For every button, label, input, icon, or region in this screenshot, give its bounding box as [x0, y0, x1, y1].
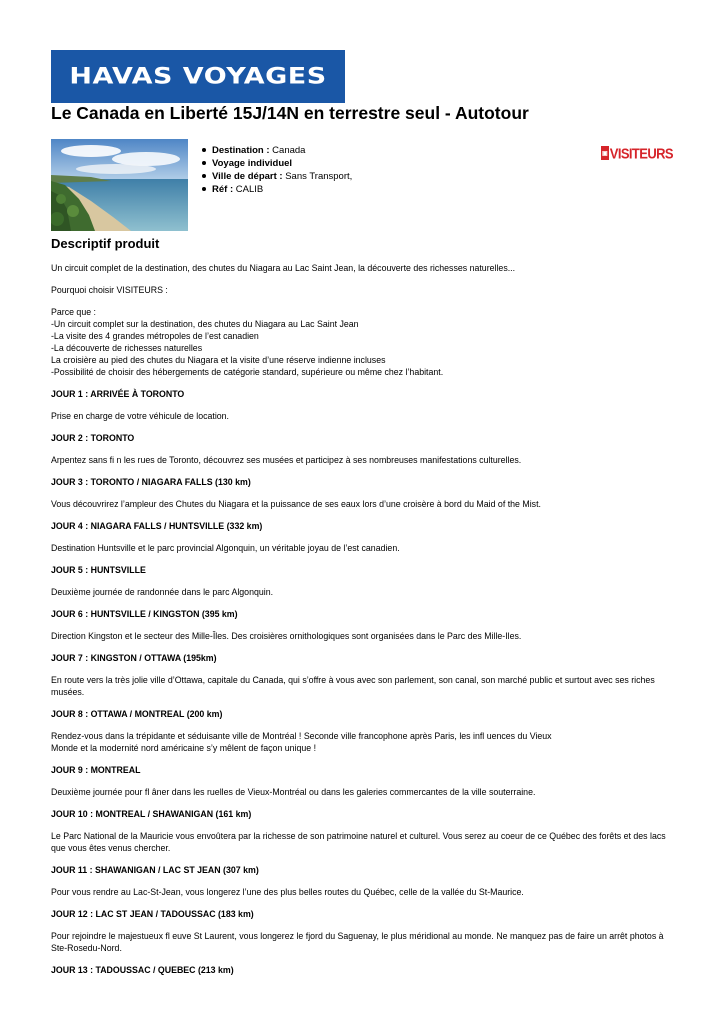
intro-text: Un circuit complet de la destination, des chutes du Niagara au Lac Saint Jean, la découverte des richesses naturelles...: [51, 263, 516, 273]
page-title: Le Canada en Liberté 15J/14N en terrestre seul - Autotour: [51, 103, 529, 123]
reasons-block: [51, 306, 675, 378]
day-description: Le Parc National de la Mauricie vous envoûtera par la richesse de son patrimoine naturel et culturel. Vous serez au coeur de ce Québec des forêts et des lacs que vous êtes venus chercher.: [51, 831, 666, 853]
day-title: JOUR 9 : MONTREAL: [51, 765, 141, 775]
why-text: Pourquoi choisir VISITEURS :: [51, 285, 168, 295]
section-title: Descriptif produit: [51, 236, 160, 251]
info-value: CALIB: [233, 184, 264, 195]
day-description-line: Rendez-vous dans la trépidante et séduisante ville de Montréal ! Seconde ville francophone après Paris, les infl uences du Vieux: [51, 731, 552, 741]
reason-line: -La découverte de richesses naturelles: [51, 343, 203, 353]
destination-photo: [51, 139, 188, 231]
day-title: JOUR 8 : OTTAWA / MONTREAL (200 km): [51, 709, 223, 719]
day-description-line: Monde et la modernité nord américaine s’y mêlent de façon unique !: [51, 743, 317, 753]
reason-line: -Possibilité de choisir des hébergements de catégorie standard, supérieure ou même chez l’habitant.: [51, 367, 444, 377]
info-label: Destination :: [212, 145, 270, 156]
reason-line: Parce que :: [51, 307, 96, 317]
visiteurs-logo-text: VISITEURS: [609, 144, 673, 162]
day-description: En route vers la très jolie ville d’Ottawa, capitale du Canada, qui s’offre à vous avec son parlement, son canal, son marché public et surtout avec ses riches musées.: [51, 675, 655, 697]
day-title: JOUR 13 : TADOUSSAC / QUEBEC (213 km): [51, 965, 234, 975]
day-title: JOUR 2 : TORONTO: [51, 433, 135, 443]
logo-text: HAVAS VOYAGES: [69, 63, 327, 90]
product-description: [51, 262, 675, 986]
day-title: JOUR 7 : KINGSTON / OTTAWA (195km): [51, 653, 217, 663]
day-title: JOUR 3 : TORONTO / NIAGARA FALLS (130 km): [51, 477, 251, 487]
day-description: Deuxième journée de randonnée dans le parc Algonquin.: [51, 587, 274, 597]
day-title: JOUR 6 : HUNTSVILLE / KINGSTON (395 km): [51, 609, 238, 619]
day-title: JOUR 10 : MONTREAL / SHAWANIGAN (161 km): [51, 809, 252, 819]
day-description: [51, 730, 675, 754]
info-destination: [202, 144, 352, 157]
day-title: JOUR 1 : ARRIVÉE À TORONTO: [51, 389, 185, 399]
reason-line: -La visite des 4 grandes métropoles de l’est canadien: [51, 331, 259, 341]
day-title: JOUR 11 : SHAWANIGAN / LAC ST JEAN (307 km): [51, 865, 259, 875]
info-value: Canada: [269, 145, 306, 156]
day-description: Arpentez sans fi n les rues de Toronto, découvrez ses musées et participez à ses nombreuses manifestations culturelles.: [51, 455, 522, 465]
day-title: JOUR 5 : HUNTSVILLE: [51, 565, 146, 575]
day-description: Pour rejoindre le majestueux fl euve St Laurent, vous longerez le fjord du Saguenay, le plus méridional au monde. Ne manquez pas de faire un arrêt photos à Ste-Rosedu-Nord.: [51, 931, 664, 953]
info-reference: [202, 183, 352, 196]
reason-line: -Un circuit complet sur la destination, des chutes du Niagara au Lac Saint Jean: [51, 319, 359, 329]
day-description: Deuxième journée pour fl âner dans les ruelles de Vieux-Montréal ou dans les galeries commercantes de la ville souterraine.: [51, 787, 536, 797]
day-title: JOUR 12 : LAC ST JEAN / TADOUSSAC (183 km): [51, 909, 254, 919]
day-description: Direction Kingston et le secteur des Mille-Îles. Des croisières ornithologiques sont organisées dans le Parc des Mille-Iles.: [51, 631, 522, 641]
reason-line: La croisière au pied des chutes du Niagara et la visite d’une réserve indienne incluses: [51, 355, 386, 365]
info-departure-city: [202, 170, 352, 183]
info-value: Sans Transport,: [282, 171, 353, 182]
day-description: Pour vous rendre au Lac-St-Jean, vous longerez l’une des plus belles routes du Québec, celle de la vallée du St-Maurice.: [51, 887, 524, 897]
havas-voyages-logo: [51, 50, 345, 103]
info-label: Ville de départ :: [212, 171, 283, 182]
info-voyage-type: [202, 157, 352, 170]
product-info-list: [202, 144, 352, 196]
visiteurs-logo: [601, 146, 673, 160]
day-description: Destination Huntsville et le parc provincial Algonquin, un véritable joyau de l’est canadien.: [51, 543, 400, 553]
day-title: JOUR 4 : NIAGARA FALLS / HUNTSVILLE (332 km): [51, 521, 263, 531]
day-description: Vous découvrirez l’ampleur des Chutes du Niagara et la puissance de ses eaux lors d’une croisère à bord du Maid of the Mist.: [51, 499, 541, 509]
info-label: Réf :: [212, 184, 234, 195]
day-description: Prise en charge de votre véhicule de location.: [51, 411, 229, 421]
visiteurs-badge-icon: ▣: [601, 146, 609, 160]
info-label: Voyage individuel: [212, 158, 293, 169]
